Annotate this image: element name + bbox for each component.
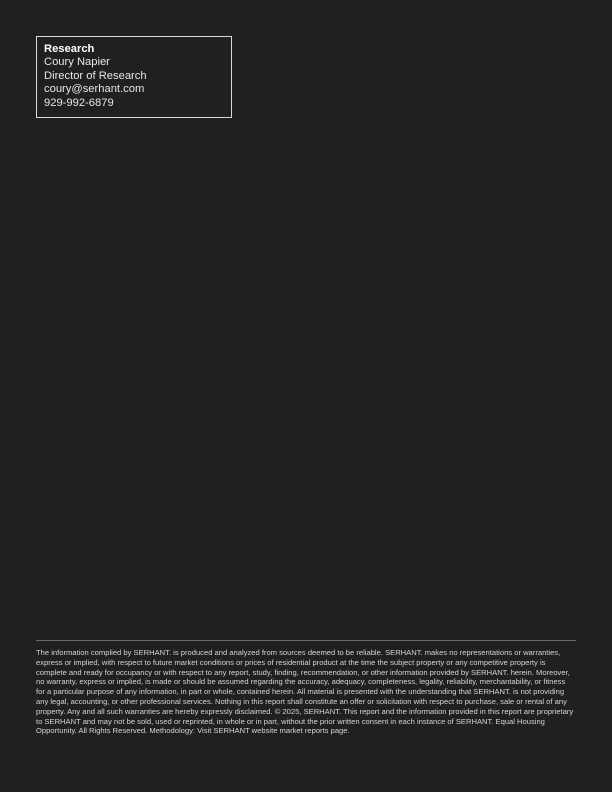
contact-name: Coury Napier [44, 56, 110, 69]
legal-disclaimer: The information complied by SERHANT. is produced and analyzed from sources deemed to be reliable. SERHANT. makes no representations or warranties, express or implied, with respect to future market conditions or prices of residential product at the time the subject property or any competitive property is complete and ready for occupancy or with respect to any report, study, finding, recommendation, or other information provided by SERHANT. herein. Moreover, no warranty, express or implied, is made or should be assumed regarding the accuracy, adequacy, completeness, legality, reliability, merchantability, or fitness for a particular purpose of any information, in part or whole, contained herein. All material is presented with the understanding that SERHANT. is not providing any legal, accounting, or other professional services. Nothing in this report shall constitute an offer or solicitation with respect to purchase, sale or rental of any property. Any and all such warranties are hereby expressly disclaimed. © 2025, SERHANT. This report and the information provided in this report are proprietary to SERHANT and may not be sold, used or reprinted, in whole or in part, without the prior written consent in each instance of SERHANT. Equal Housing Opportunity. All Rights Reserved. Methodology: Visit SERHANT website market reports page. [36, 648, 574, 736]
contact-heading: Research [44, 43, 95, 55]
contact-title: Director of Research [44, 69, 147, 82]
footer-divider [36, 640, 576, 641]
contact-email[interactable]: coury@serhant.com [44, 83, 145, 96]
contact-phone[interactable]: 929-992-6879 [44, 96, 114, 109]
research-contact-card [36, 36, 232, 118]
